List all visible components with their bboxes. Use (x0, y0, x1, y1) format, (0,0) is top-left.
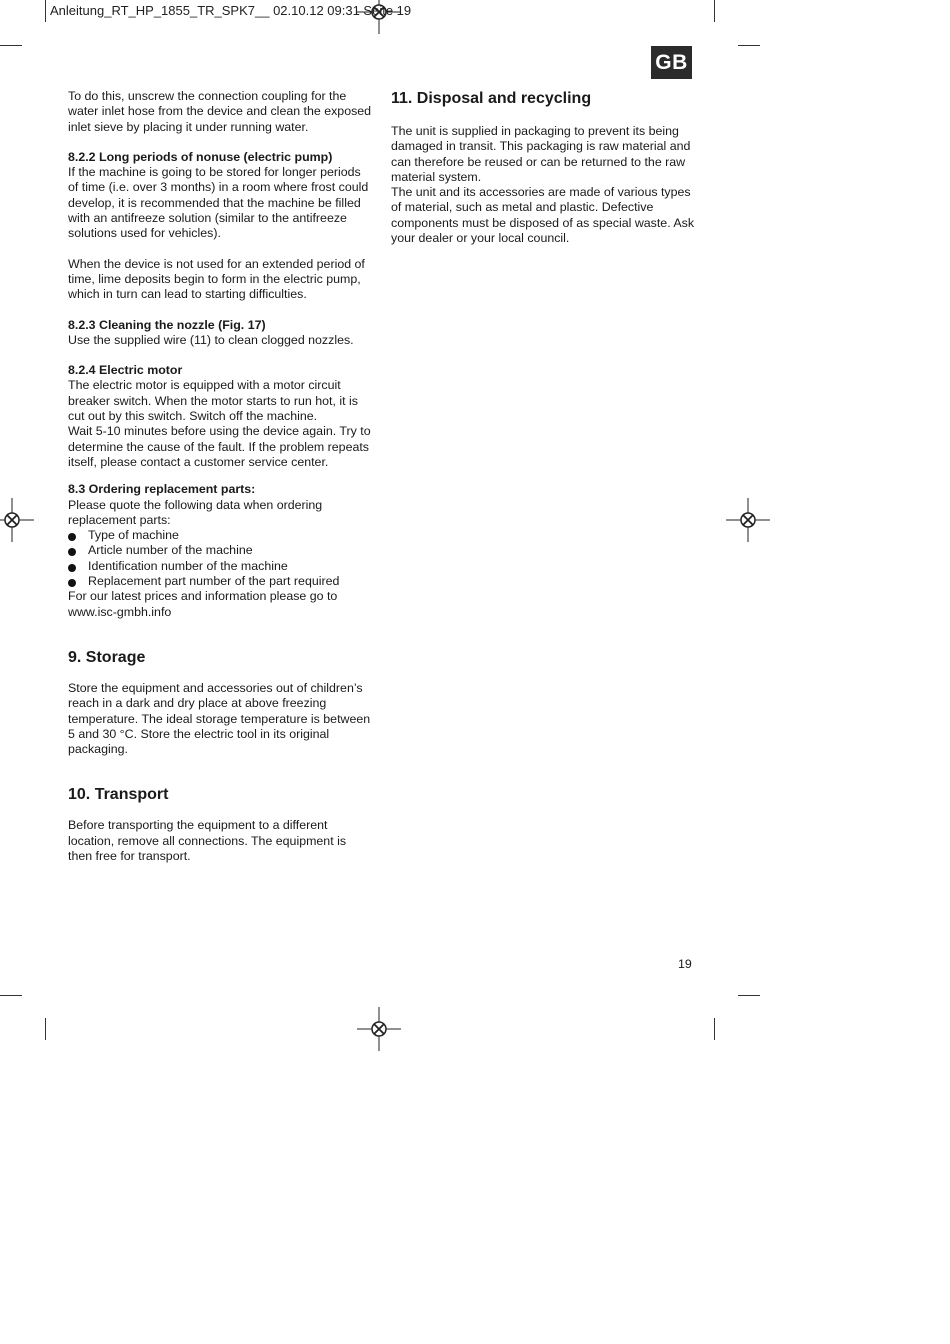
crop-mark (45, 0, 46, 22)
registration-mark-icon (0, 498, 34, 542)
print-slug-header: Anleitung_RT_HP_1855_TR_SPK7__ 02.10.12 09:31 Seite 19 (50, 3, 412, 18)
section-9-heading: 9. Storage (68, 648, 146, 666)
section-8-2-2-heading: 8.2.2 Long periods of nonuse (electric pump) (68, 149, 333, 164)
section-8-3-heading: 8.3 Ordering replacement parts: (68, 482, 256, 497)
section-8-3-paragraph: For our latest prices and information please go to www.isc-gmbh.info (68, 589, 338, 619)
section-10-heading: 10. Transport (68, 786, 169, 804)
section-8-2-4-paragraph: The electric motor is equipped with a motor circuit breaker switch. When the motor starts to run hot, it is cut out by this switch. Switch off the machine. (68, 378, 358, 424)
section-8-3-paragraph: Please quote the following data when ordering replacement parts: (68, 497, 323, 527)
section-8-2-2-paragraph: When the device is not used for an extended period of time, lime deposits begin to form in the electric pump, which in turn can lead to starting difficulties. (68, 256, 365, 302)
crop-mark (714, 1018, 715, 1040)
crop-mark (738, 995, 760, 996)
section-9-paragraph: Store the equipment and accessories out of children’s reach in a dark and dry place at above freezing temperature. The ideal storage temperature is between 5 and 30 °C. Store the electric tool in its original packaging. (68, 680, 371, 757)
crop-mark (0, 45, 22, 46)
crop-mark (0, 995, 22, 996)
crop-mark (45, 1018, 46, 1040)
section-8-2-4-paragraph: Wait 5-10 minutes before using the device again. Try to determine the cause of the fault. If the problem repeats itself, please contact a customer service center. (68, 424, 371, 469)
section-8-2-3-heading: 8.2.3 Cleaning the nozzle (Fig. 17) (68, 317, 266, 332)
list-item: Replacement part number of the part required (68, 574, 373, 589)
page-number: 19 (678, 957, 692, 971)
list-item: Identification number of the machine (68, 559, 373, 574)
list-item: Type of machine (68, 528, 373, 543)
section-11-paragraph: The unit and its accessories are made of various types of material, such as metal and plastic. Defective components must be disposed of as special waste. Ask your dealer or your local council. (391, 185, 695, 246)
crop-mark (714, 0, 715, 22)
replacement-data-list (68, 528, 373, 589)
right-column (391, 89, 696, 246)
registration-mark-icon (357, 1007, 401, 1051)
section-11-heading: 11. Disposal and recycling (391, 90, 592, 107)
left-column (68, 89, 373, 864)
list-item: Article number of the machine (68, 543, 373, 558)
section-8-2-3-paragraph: Use the supplied wire (11) to clean clogged nozzles. (68, 332, 354, 347)
section-10-paragraph: Before transporting the equipment to a different location, remove all connections. The equipment is then free for transport. (68, 818, 347, 863)
section-11-paragraph: The unit is supplied in packaging to prevent its being damaged in transit. This packaging is raw material and can therefore be reused or can be returned to the raw material system. (391, 124, 691, 184)
registration-mark-icon (726, 498, 770, 542)
crop-mark (738, 45, 760, 46)
language-badge: GB (651, 46, 692, 79)
section-8-2-2-paragraph: If the machine is going to be stored for longer periods of time (i.e. over 3 months) in a room where frost could develop, it is recommended that the machine be filled with an antifreeze solution (similar to the antifreeze solutions used for vehicles). (68, 165, 369, 241)
section-8-2-4-heading: 8.2.4 Electric motor (68, 363, 183, 378)
intro-paragraph: To do this, unscrew the connection coupling for the water inlet hose from the device and clean the exposed inlet sieve by placing it under running water. (68, 89, 372, 134)
